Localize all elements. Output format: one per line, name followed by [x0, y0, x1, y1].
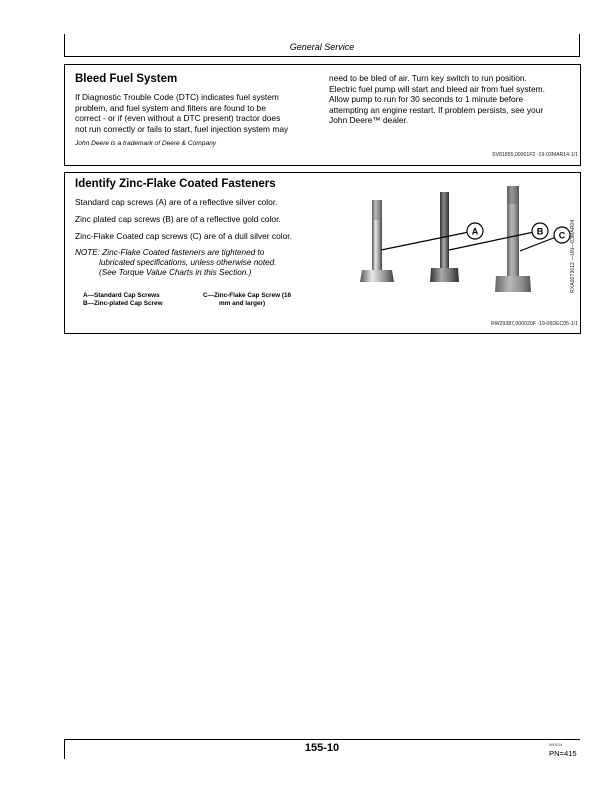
- note-line: (See Torque Value Charts in this Section.): [99, 268, 252, 278]
- pn-number: PN=415: [549, 749, 577, 758]
- zinc-flake-heading: Identify Zinc-Flake Coated Fasteners: [75, 178, 276, 190]
- zinc-paragraph-standard: Standard cap screws (A) are of a reflective silver color.: [75, 197, 278, 207]
- zinc-flake-section: [64, 172, 581, 334]
- callout-a-label: A: [471, 226, 479, 237]
- callout-c-label: C: [558, 230, 566, 241]
- bleed-left-line: not run correctly or fails to start, fuel injection system may: [75, 123, 289, 134]
- bleed-left-line: correct - or if (even without a DTC present) tractor does: [75, 113, 281, 124]
- note-line: lubricated specifications, unless otherwise noted.: [99, 258, 277, 268]
- header-divider: [64, 56, 580, 57]
- zinc-note: [75, 248, 325, 279]
- bleed-right-line: Electric fuel pump will start and bleed air from fuel system.: [329, 83, 545, 94]
- page-header-title: General Service: [289, 42, 355, 52]
- bleed-fuel-system-section: [64, 64, 581, 166]
- callout-b-label: B: [536, 226, 544, 237]
- zinc-paragraph-flake: Zinc-Flake Coated cap screws (C) are of a dull silver color.: [75, 231, 292, 241]
- bleed-right-line: Allow pump to run for 30 seconds to 1 minute before: [329, 94, 524, 105]
- legend-item-c: C—Zinc-Flake Cap Screw (16: [203, 292, 292, 299]
- bleed-fuel-system-heading: Bleed Fuel System: [75, 73, 178, 85]
- bleed-left-column: [75, 92, 327, 134]
- bleed-right-column: [329, 73, 579, 126]
- cap-screw-a: [360, 200, 394, 282]
- bleed-left-line: problem, and fuel system and filters are found to be: [75, 102, 266, 113]
- page-number: 155-10: [304, 742, 340, 754]
- legend-right: [203, 292, 323, 308]
- footer-code: 060214: [549, 742, 563, 747]
- legend-item-b: B—Zinc-plated Cap Screw: [83, 300, 163, 307]
- legend-item-a: A—Standard Cap Screws: [83, 292, 160, 299]
- bleed-left-line: If Diagnostic Trouble Code (DTC) indicates fuel system: [75, 92, 279, 102]
- footer-divider: [64, 739, 580, 740]
- note-line: NOTE: Zinc-Flake Coated fasteners are tightened to: [75, 248, 265, 257]
- image-reference-code: RXA0073612 —UN—03MAR04: [570, 219, 576, 293]
- legend-left: [83, 292, 203, 308]
- legend-item-c-cont: mm and larger): [219, 300, 266, 307]
- bleed-reference-code: SV81855,00001F2 -19-03MAR14-1/1: [492, 152, 578, 158]
- bleed-right-line: John Deere™ dealer.: [329, 115, 409, 126]
- zinc-reference-code: RW29387,000020F -19-06DEC05-1/1: [491, 321, 578, 327]
- zinc-paragraph-plated: Zinc plated cap screws (B) are of a reflective gold color.: [75, 214, 281, 224]
- bleed-right-line: attempting an engine restart. If problem persists, see your: [329, 104, 544, 115]
- trademark-note: John Deere is a trademark of Deere & Company: [75, 140, 217, 147]
- callout-c: [520, 227, 570, 251]
- bleed-right-line: need to be bled of air. Turn key switch to run position.: [329, 73, 527, 83]
